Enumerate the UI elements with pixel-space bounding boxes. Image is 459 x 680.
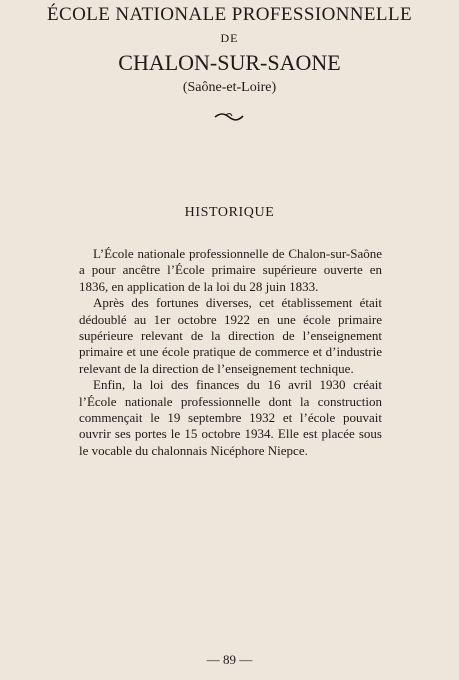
paragraph-2: Après des fortunes diverses, cet établissement était dédoublé au 1er octobre 1922 en une école primaire supérieure relevant de la direction de l’enseignement primaire et une école pratique de commerce et d’industrie relevant de la direction de l’enseignement technique. [79, 295, 382, 376]
school-title-de: DE [220, 31, 239, 45]
city-title: CHALON-SUR-SAONE [118, 50, 341, 75]
page-number: — 89 — [206, 652, 253, 667]
school-title: ÉCOLE NATIONALE PROFESSIONNELLE [47, 4, 412, 25]
paragraph-3: Enfin, la loi des finances du 16 avril 1930 créait l’École nationale professionnelle dont la construction commençait le 19 septembre 1932 et l’école pouvait ouvrir ses portes le 15 octobre 1934. Elle est placée sous le vocable du chalonnais Nicéphore Niepce. [79, 377, 382, 458]
history-text [79, 246, 382, 459]
section-title: HISTORIQUE [184, 205, 275, 220]
paragraph-1: L’École nationale professionnelle de Chalon-sur-Saône a pour ancêtre l’École primaire supérieure ouverte en 1836, en application de la loi du 28 juin 1833. [79, 246, 382, 294]
region-subtitle: (Saône-et-Loire) [182, 80, 277, 95]
flourish-icon [214, 111, 244, 121]
